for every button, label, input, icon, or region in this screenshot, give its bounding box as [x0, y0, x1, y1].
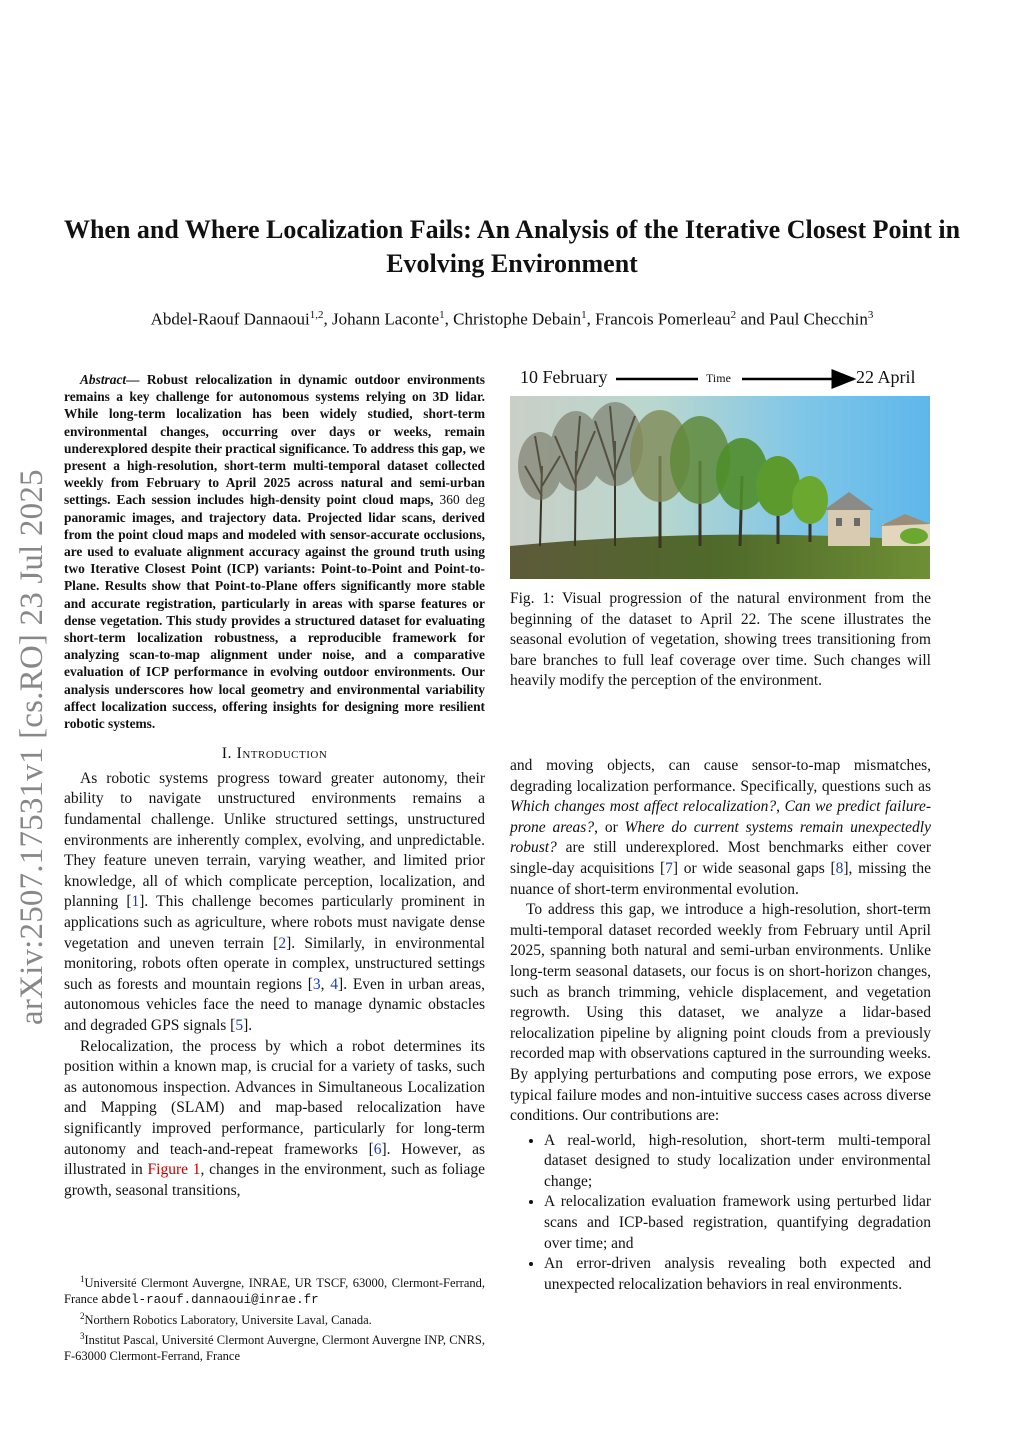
abstract-text-2: panoramic images, and trajectory data. Projected lidar scans, derived from the point cloud maps and modeled with sensor-accurate occlusions, are used to evaluate alignment accuracy against the ground truth using two Iterative Closest Point (ICP) variants: Point-to-Point and Point-to-Plane. Results show that Point-to-Plane offers significantly more stable and accurate registration, particularly in areas with sparse features or dense vegetation. This study provides a structured dataset for evaluating short-term localization robustness, a reproducible framework for analyzing scan-to-map alignment under noise, and a comparative evaluation of ICP performance in evolving outdoor environments. Our analysis underscores how local geometry and environmental variability affect localization success, offering insights for designing more resilient robotic systems. [64, 509, 485, 732]
text-run: ]. Similarly, in environmental monitoring, robots often operate in complex, unstructured settings such as forests and mountain regions [ [64, 934, 485, 993]
research-question: Where do current systems remain unexpectedly robust? [510, 818, 931, 857]
abstract [64, 371, 485, 732]
abstract-dash: — [126, 372, 140, 387]
research-question: Can we predict failure-prone areas? [510, 798, 931, 836]
author-affiliation: 1,2 [309, 309, 324, 321]
text-run: As robotic systems progress toward greater autonomy, their ability to navigate unstructured environments remains a fundamental challenge. Unlike structured settings, unstructured environments are inherently complex, evolving, and unpredictable. They feature uneven terrain, varying weather, and limited prior knowledge, all of which complicate perception, localization, and planning [ [64, 769, 485, 911]
abstract-degree: 360 deg [439, 492, 485, 508]
intro-paragraph-3 [510, 756, 931, 900]
panorama-illustration [510, 396, 930, 579]
text-run: Relocalization, the process by which a robot determines its position within a known map, is crucial for a variety of tasks, such as autonomous inspection. Advances in Simultaneous Localization and Mapping (SLAM) and map-based relocalization have significantly improved performance, particularly for long-term autonomy and teach-and-repeat frameworks [ [64, 1037, 485, 1158]
citation-link[interactable]: 4 [330, 975, 339, 993]
right-column [510, 756, 931, 1295]
citation-link[interactable]: 5 [235, 1016, 244, 1034]
text-run: ], missing the nuance of short-term environmental evolution. [510, 859, 931, 898]
citation-link[interactable]: 2 [278, 934, 287, 952]
author-name: Paul Checchin [769, 309, 868, 329]
intro-paragraph-1 [64, 769, 485, 1037]
contribution-item: • A real-world, high-resolution, short-term multi-temporal dataset designed to study localization under environmental change; [544, 1131, 931, 1193]
footnotes [64, 1271, 485, 1364]
footnote-1 [64, 1271, 485, 1308]
footnote-marker: 2 [80, 1311, 85, 1322]
author-name: Abdel-Raouf Dannaoui [150, 309, 310, 329]
author-affiliation: 1 [439, 309, 445, 321]
text-run: ]. [243, 1016, 253, 1034]
timeline-start-label: 10 February [520, 367, 608, 387]
text-run: , [320, 975, 331, 993]
text-run: ] or wide seasonal gaps [ [672, 859, 836, 877]
abstract-label: Abstract [80, 372, 127, 387]
author-name: Johann Laconte [332, 309, 440, 329]
footnote-marker: 1 [80, 1274, 85, 1284]
research-question: Which changes most affect relocalization? [510, 798, 777, 816]
citation-link[interactable]: 3 [312, 975, 321, 993]
email-address[interactable]: abdel-raouf.dannaoui@inrae.fr [101, 1293, 319, 1308]
text-run: ]. However, as illustrated in [64, 1140, 485, 1179]
text-run: , or [594, 818, 625, 836]
text-run: are still underexplored. Most benchmarks either cover single-day acquisitions [ [510, 839, 931, 877]
intro-paragraph-4: To address this gap, we introduce a high-resolution, short-term multi-temporal dataset recorded weekly from February until April 2025, spanning both natural and semi-urban environments. Unlike long-term seasonal datasets, our focus is on short-horizon changes, such as branch trimming, vehicle displacement, and vegetation regrowth. Using this dataset, we analyze a lidar-based relocalization pipeline by aligning point clouds from a previously recorded map with observations captured in the surrounding weeks. By applying perturbations and computing pose errors, we expose typical failure modes and non-intuitive success cases across diverse conditions. Our contributions are: [510, 901, 931, 1125]
author-name: Christophe Debain [453, 309, 582, 329]
author-affiliation: 3 [867, 309, 874, 321]
citation-link[interactable]: 7 [665, 859, 673, 877]
text-run: , [776, 798, 785, 816]
contribution-item: • An error-driven analysis revealing both expected and unexpected relocalization behaviors in real environments. [544, 1254, 931, 1295]
contributions-list [510, 1131, 931, 1296]
text-run: ]. This challenge becomes particularly prominent in applications such as agriculture, where robots must navigate dense vegetation and uneven terrain [ [64, 893, 485, 952]
author-list: Abdel-Raouf Dannaoui$^{1,2}$, Johann Laconte$^1$, Christophe Debain$^1$, Francois Pomerleau$^2$ and Paul Checchin$^3$ [150, 309, 874, 329]
footnote-text: Institut Pascal, Université Clermont Auvergne, Clermont Auvergne INP, CNRS, F-63000 Clermont-Ferrand, France [64, 1333, 485, 1364]
panoramic-figure-image [510, 396, 930, 579]
text-run: ]. Even in urban areas, autonomous vehicles face the need to manage dynamic obstacles and degraded GPS signals [ [64, 975, 486, 1034]
timeline-end-label: 22 April [856, 367, 916, 387]
author-affiliation: 1 [581, 309, 587, 321]
footnote-text: Northern Robotics Laboratory, Universite Laval, Canada. [84, 1313, 372, 1328]
timeline-time-label: Time [706, 371, 731, 385]
intro-paragraph-2 [64, 1037, 485, 1202]
footnote-2 [64, 1308, 485, 1328]
footnote-3 [64, 1328, 485, 1364]
citation-link[interactable]: 6 [373, 1140, 382, 1158]
section-heading-introduction: I. Introduction [221, 745, 328, 763]
citation-link[interactable]: 1 [131, 893, 140, 911]
figure-reference-link[interactable]: Figure 1 [147, 1161, 201, 1179]
figure-caption: Fig. 1: Visual progression of the natural environment from the beginning of the dataset to April 22. The scene illustrates the seasonal evolution of vegetation, showing trees transitioning from bare branches to full leaf coverage over time. Such changes will heavily modify the perception of the environment. [510, 590, 931, 690]
citation-link[interactable]: 8 [835, 859, 844, 877]
footnote-marker: 3 [80, 1331, 85, 1342]
author-affiliation: 2 [730, 309, 737, 321]
footnote-text: Université Clermont Auvergne, INRAE, UR TSCF, 63000, Clermont-Ferrand, France [64, 1276, 485, 1307]
contribution-item: • A relocalization evaluation framework using perturbed lidar scans and ICP-based registration, quantifying degradation over time; and [544, 1192, 931, 1254]
figure-timeline [520, 367, 924, 391]
left-column [64, 371, 485, 1201]
abstract-text-1: Robust relocalization in dynamic outdoor environments remains a key challenge for autonomous systems relying on 3D lidar. While long-term localization has been widely studied, short-term environmental changes, occurring over days or weeks, remain underexplored despite their practical significance. To address this gap, we present a high-resolution, short-term multi-temporal dataset collected weekly from February to April 2025 across natural and semi-urban settings. Each session includes high-density point cloud maps, [64, 372, 485, 508]
author-name: Francois Pomerleau [595, 309, 731, 329]
paper-title: When and Where Localization Fails: An Analysis of the Iterative Closest Point in Evolving Environment [63, 215, 961, 278]
text-run: , changes in the environment, such as foliage growth, seasonal transitions, [64, 1161, 485, 1199]
text-run: and moving objects, can cause sensor-to-map mismatches, degrading localization performance. Specifically, questions such as [510, 757, 931, 795]
arxiv-stamp: arXiv:2507.17531v1 [cs.RO] 23 Jul 2025 [14, 469, 50, 1025]
